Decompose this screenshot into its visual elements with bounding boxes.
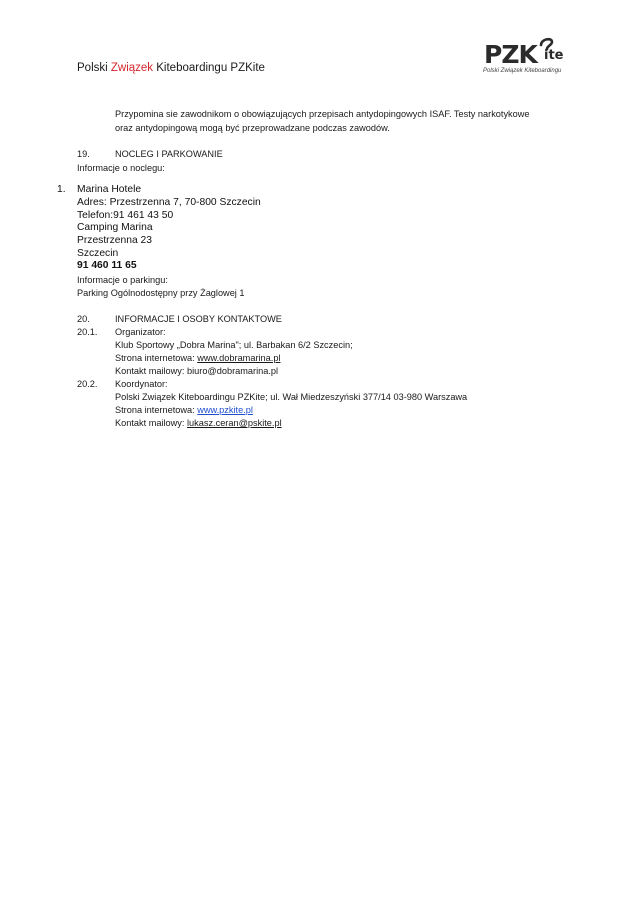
organizer-club: Klub Sportowy „Dobra Marina"; ul. Barbakan 6/2 Szczecin;	[115, 340, 353, 350]
coordinator-website	[115, 404, 253, 416]
coordinator-website-link[interactable]: www.pzkite.pl	[197, 405, 253, 415]
section-20-number: 20.	[77, 314, 90, 324]
antidoping-line-1: Przypomina sie zawodnikom o obowiązujących przepisach antydopingowych ISAF. Testy narkotykowe	[115, 109, 530, 119]
pzkite-logo	[478, 40, 588, 80]
coordinator-email	[115, 417, 282, 429]
coordinator-website-label: Strona internetowa:	[115, 405, 198, 415]
accommodation-info-label: Informacje o noclegu:	[77, 163, 165, 173]
header-title-part1: Polski	[77, 62, 111, 74]
logo-subtitle: Polski Związek Kiteboardingu	[483, 68, 562, 74]
camping-name: Camping Marina	[77, 222, 153, 233]
parking-info-label: Informacje o parkingu:	[77, 275, 168, 285]
organizer-number: 20.1.	[77, 327, 98, 337]
hotel-phone: Telefon:91 461 43 50	[77, 210, 174, 221]
antidoping-line-2: oraz antydopingową mogą być przeprowadzane podczas zawodów.	[115, 123, 390, 133]
organizer-email: Kontakt mailowy: biuro@dobramarina.pl	[115, 366, 279, 376]
hotel-name: Marina Hotele	[77, 184, 142, 195]
coordinator-label: Koordynator:	[115, 379, 168, 389]
organizer-website	[115, 352, 280, 364]
section-19-title: NOCLEG I PARKOWANIE	[115, 149, 223, 159]
section-19-number: 19.	[77, 149, 90, 159]
logo-ite-text: ite	[544, 48, 564, 63]
header-title-red: Związek	[110, 62, 154, 74]
organizer-label: Organizator:	[115, 327, 166, 337]
coordinator-email-link[interactable]: lukasz.ceran@pskite.pl	[187, 418, 282, 428]
camping-street: Przestrzenna 23	[77, 235, 152, 246]
coordinator-organization: Polski Związek Kiteboardingu PZKite; ul. Wał Miedzeszyński 377/14 03-980 Warszawa	[115, 392, 468, 402]
organizer-website-label: Strona internetowa:	[115, 353, 198, 363]
header-title	[77, 62, 265, 74]
parking-info-value: Parking Ogólnodostępny przy Żaglowej 1	[77, 288, 245, 298]
header-title-part2: Kiteboardingu PZKite	[153, 62, 265, 74]
organizer-website-link[interactable]: www.dobramarina.pl	[197, 353, 281, 363]
coordinator-number: 20.2.	[77, 379, 98, 389]
section-20-title: INFORMACJE I OSOBY KONTAKTOWE	[115, 314, 282, 324]
hotel-address: Adres: Przestrzenna 7, 70-800 Szczecin	[77, 197, 261, 208]
camping-city: Szczecin	[77, 248, 119, 259]
logo-main-text: PZK	[484, 40, 537, 69]
camping-phone: 91 460 11 65	[77, 260, 137, 271]
list-number-1: 1.	[57, 184, 66, 195]
coordinator-email-label: Kontakt mailowy:	[115, 418, 187, 428]
